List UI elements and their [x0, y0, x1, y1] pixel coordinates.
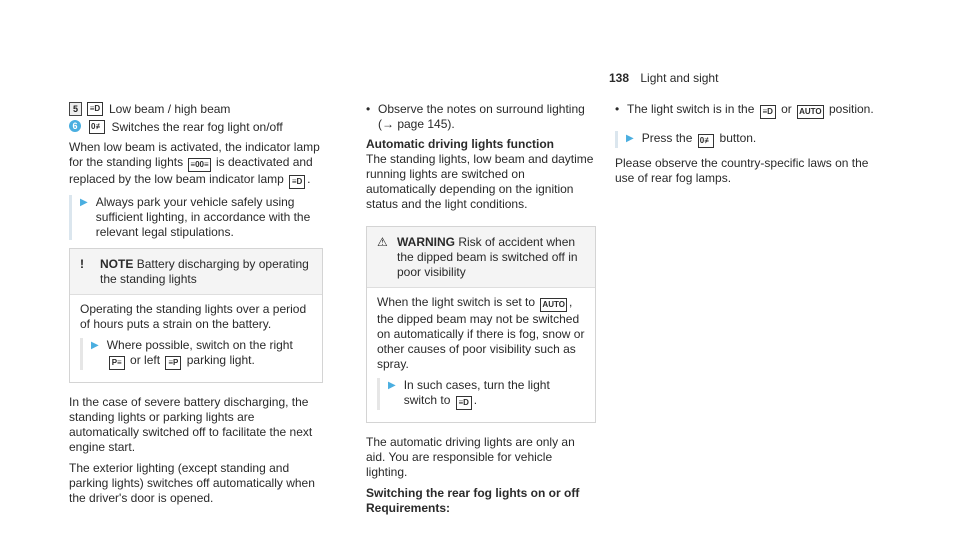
text-run: button. [719, 131, 757, 145]
text-run: The light switch is in the [627, 102, 755, 116]
text-run: or left [130, 353, 161, 367]
requirements-heading: Requirements: [366, 501, 451, 515]
bullet-dot: • [615, 102, 620, 116]
bullet-text: Observe the notes on surround lighting (→ page 145). [378, 102, 585, 131]
text-run: In such cases, turn the light switch to [403, 378, 550, 407]
warning-text [377, 295, 585, 372]
warning-step [377, 378, 585, 410]
paragraph-auto: The standing lights, low beam and daytime running lights are switched on automatically depending on the ignition status and the light conditions. [366, 152, 594, 211]
note-body [70, 295, 322, 382]
parking-light-left-icon: ≡P [165, 356, 181, 370]
exclamation-icon: ! [80, 257, 84, 271]
text-run: parking light. [186, 353, 255, 367]
text-run: Press the [641, 131, 693, 145]
bullet-item [615, 102, 875, 119]
column-3 [615, 102, 875, 192]
instruction-step [69, 195, 323, 240]
column-2 [366, 102, 596, 516]
text-run: When low beam is activated, the indicator lamp for the standing lights [69, 140, 320, 169]
text-run: . [473, 393, 478, 407]
paragraph-battery: In the case of severe battery discharging, the standing lights or parking lights are automatically switched off to facilitate the next engine start. [69, 395, 313, 454]
text-run: , the dipped beam may not be switched on automatically if there is fog, snow or other causes of poor visibility such as spray. [377, 295, 585, 371]
paragraph-exterior: The exterior lighting (except standing and parking lights) switches off automatically when the driver's door is opened. [69, 461, 315, 505]
warning-label: WARNING [397, 235, 455, 249]
rear-fog-icon: 0≢ [89, 120, 105, 134]
note-header [70, 249, 322, 295]
low-beam-icon: ≡D [760, 105, 776, 119]
section-title: Light and sight [640, 71, 719, 85]
paragraph-laws: Please observe the country-specific laws on the use of rear fog lamps. [615, 156, 869, 185]
text-run: . [307, 172, 311, 186]
parking-light-right-icon: P≡ [109, 356, 125, 370]
warning-triangle-icon: ⚠ [377, 235, 388, 249]
note-text: Operating the standing lights over a period of hours puts a strain on the battery. [80, 302, 307, 331]
note-step [80, 338, 312, 370]
page-number: 138 [609, 71, 630, 85]
low-beam-icon: ≡D [456, 396, 472, 410]
note-label: NOTE [100, 257, 134, 271]
item-marker-5: 5 [69, 102, 82, 116]
section-heading: Automatic driving lights function [366, 137, 554, 151]
step-text: Always park your vehicle safely using sufficient lighting, in accordance with the relevant legal stipulations. [95, 195, 311, 239]
warning-title: Risk of accident when the dipped beam is switched off in poor visibility [397, 235, 578, 279]
legend-item-5 [69, 102, 323, 117]
text-run: position. [828, 102, 874, 116]
play-arrow-icon: ▶ [80, 197, 88, 208]
play-arrow-icon: ▶ [91, 340, 99, 351]
text-run: When the light switch is set to [377, 295, 536, 309]
instruction-step [615, 131, 875, 148]
auto-icon: AUTO [540, 298, 567, 312]
low-beam-icon: ≡D [87, 102, 103, 116]
item-text-5: Low beam / high beam [109, 102, 231, 116]
paragraph-indicator [69, 140, 323, 189]
low-beam-icon: ≡D [289, 175, 305, 189]
paragraph-aid: The automatic driving lights are only an aid. You are responsible for vehicle lighting. [366, 435, 575, 479]
play-arrow-icon: ▶ [388, 380, 396, 391]
text-run: is deactivated and replaced by the low beam indicator lamp [69, 155, 313, 186]
text-run: or [781, 102, 792, 116]
rear-fog-icon: 0≢ [698, 134, 714, 148]
page-header [609, 71, 718, 86]
legend-item-6 [69, 120, 323, 135]
text-run: Where possible, switch on the right [106, 338, 293, 352]
play-arrow-icon: ▶ [626, 133, 634, 144]
auto-icon: AUTO [797, 105, 824, 119]
warning-body [367, 288, 595, 422]
warning-header [367, 227, 595, 288]
column-1 [69, 102, 323, 512]
item-text-6: Switches the rear fog light on/off [111, 120, 283, 134]
item-marker-6: 6 [69, 120, 81, 132]
note-title: Battery discharging by operating the standing lights [100, 257, 309, 286]
note-box [69, 248, 323, 383]
section-heading: Switching the rear fog lights on or off [366, 486, 580, 500]
warning-box [366, 226, 596, 423]
standing-lights-icon: ≡00≡ [188, 158, 210, 172]
bullet-dot: • [366, 102, 371, 116]
bullet-item [366, 102, 596, 132]
